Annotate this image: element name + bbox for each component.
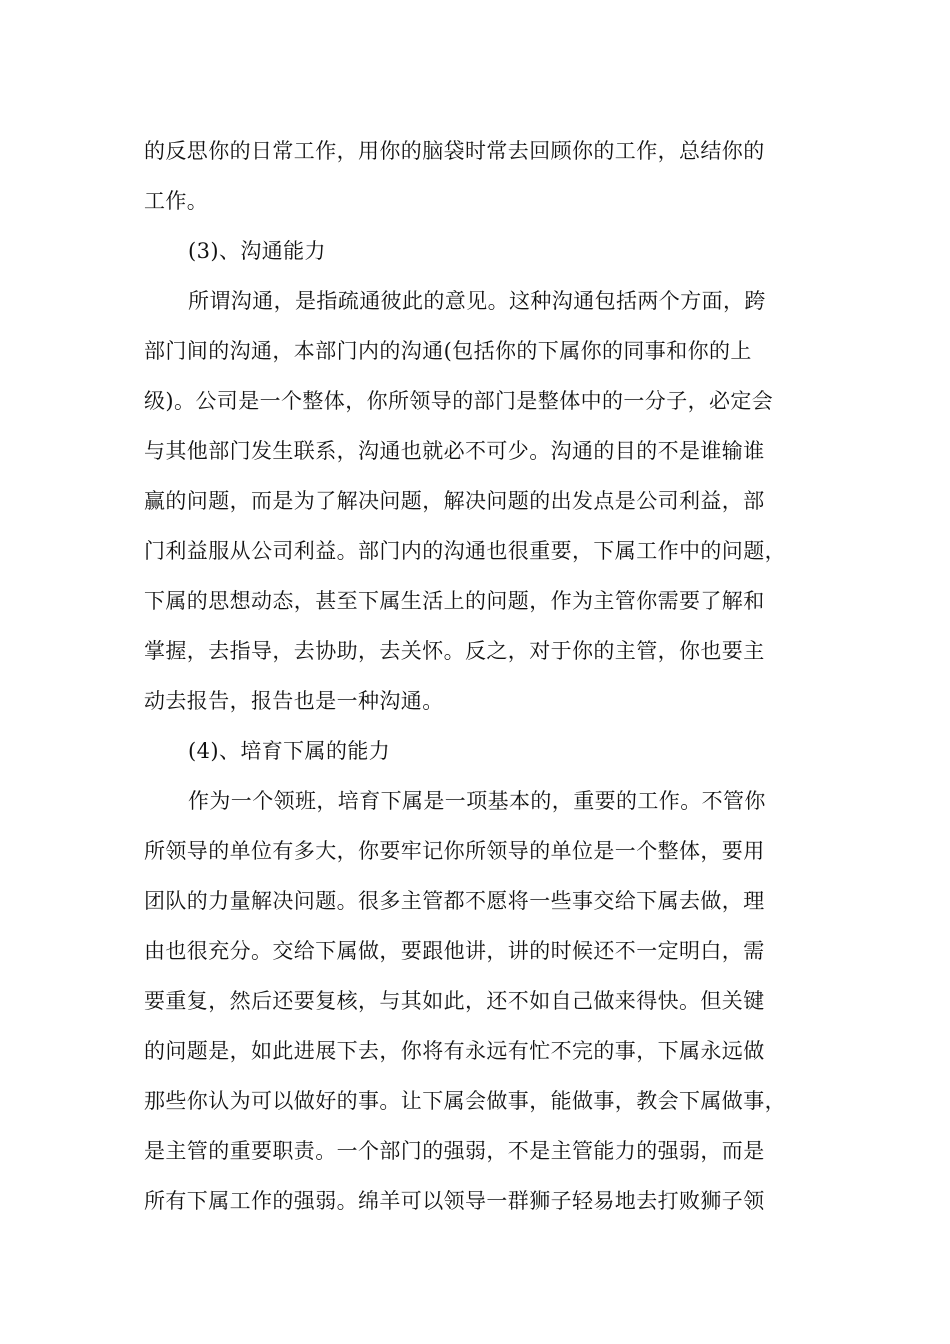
- paragraph-first-line: 作为一个领班，培育下属是一项基本的，重要的工作。不管你: [188, 789, 766, 813]
- paragraph-first-line: 所谓沟通，是指疏通彼此的意见。这种沟通包括两个方面，跨: [188, 289, 766, 313]
- body-line: 掌握，去指导，去协助，去关怀。反之，对于你的主管，你也要主: [144, 639, 765, 663]
- body-line: 赢的问题，而是为了解决问题，解决问题的出发点是公司利益，部: [144, 489, 765, 513]
- section-heading-training: (4)、培育下属的能力: [188, 739, 391, 763]
- body-line: 门利益服从公司利益。部门内的沟通也很重要，下属工作中的问题，: [144, 539, 786, 563]
- body-line: 要重复，然后还要复核，与其如此，还不如自己做来得快。但关键: [144, 989, 765, 1013]
- body-line: 下属的思想动态，甚至下属生活上的问题，作为主管你需要了解和: [144, 589, 765, 613]
- body-line: 的反思你的日常工作，用你的脑袋时常去回顾你的工作，总结你的: [144, 139, 765, 163]
- body-line: 的问题是，如此进展下去，你将有永远有忙不完的事，下属永远做: [144, 1039, 765, 1063]
- body-line: 动去报告，报告也是一种沟通。: [144, 689, 444, 713]
- body-line: 那些你认为可以做好的事。让下属会做事，能做事，教会下属做事，: [144, 1089, 786, 1113]
- body-line: 工作。: [144, 189, 209, 213]
- body-line: 部门间的沟通，本部门内的沟通(包括你的下属你的同事和你的上: [144, 339, 752, 363]
- body-line: 是主管的重要职责。一个部门的强弱，不是主管能力的强弱，而是: [144, 1139, 765, 1163]
- body-line: 所有下属工作的强弱。绵羊可以领导一群狮子轻易地去打败狮子领: [144, 1189, 765, 1213]
- section-heading-communication: (3)、沟通能力: [188, 239, 326, 263]
- document-page: [144, 126, 814, 1226]
- body-line: 所领导的单位有多大，你要牢记你所领导的单位是一个整体，要用: [144, 839, 765, 863]
- body-line: 与其他部门发生联系，沟通也就必不可少。沟通的目的不是谁输谁: [144, 439, 765, 463]
- body-line: 级)。公司是一个整体，你所领导的部门是整体中的一分子，必定会: [144, 389, 774, 413]
- body-line: 团队的力量解决问题。很多主管都不愿将一些事交给下属去做，理: [144, 889, 765, 913]
- body-line: 由也很充分。交给下属做，要跟他讲，讲的时候还不一定明白，需: [144, 939, 765, 963]
